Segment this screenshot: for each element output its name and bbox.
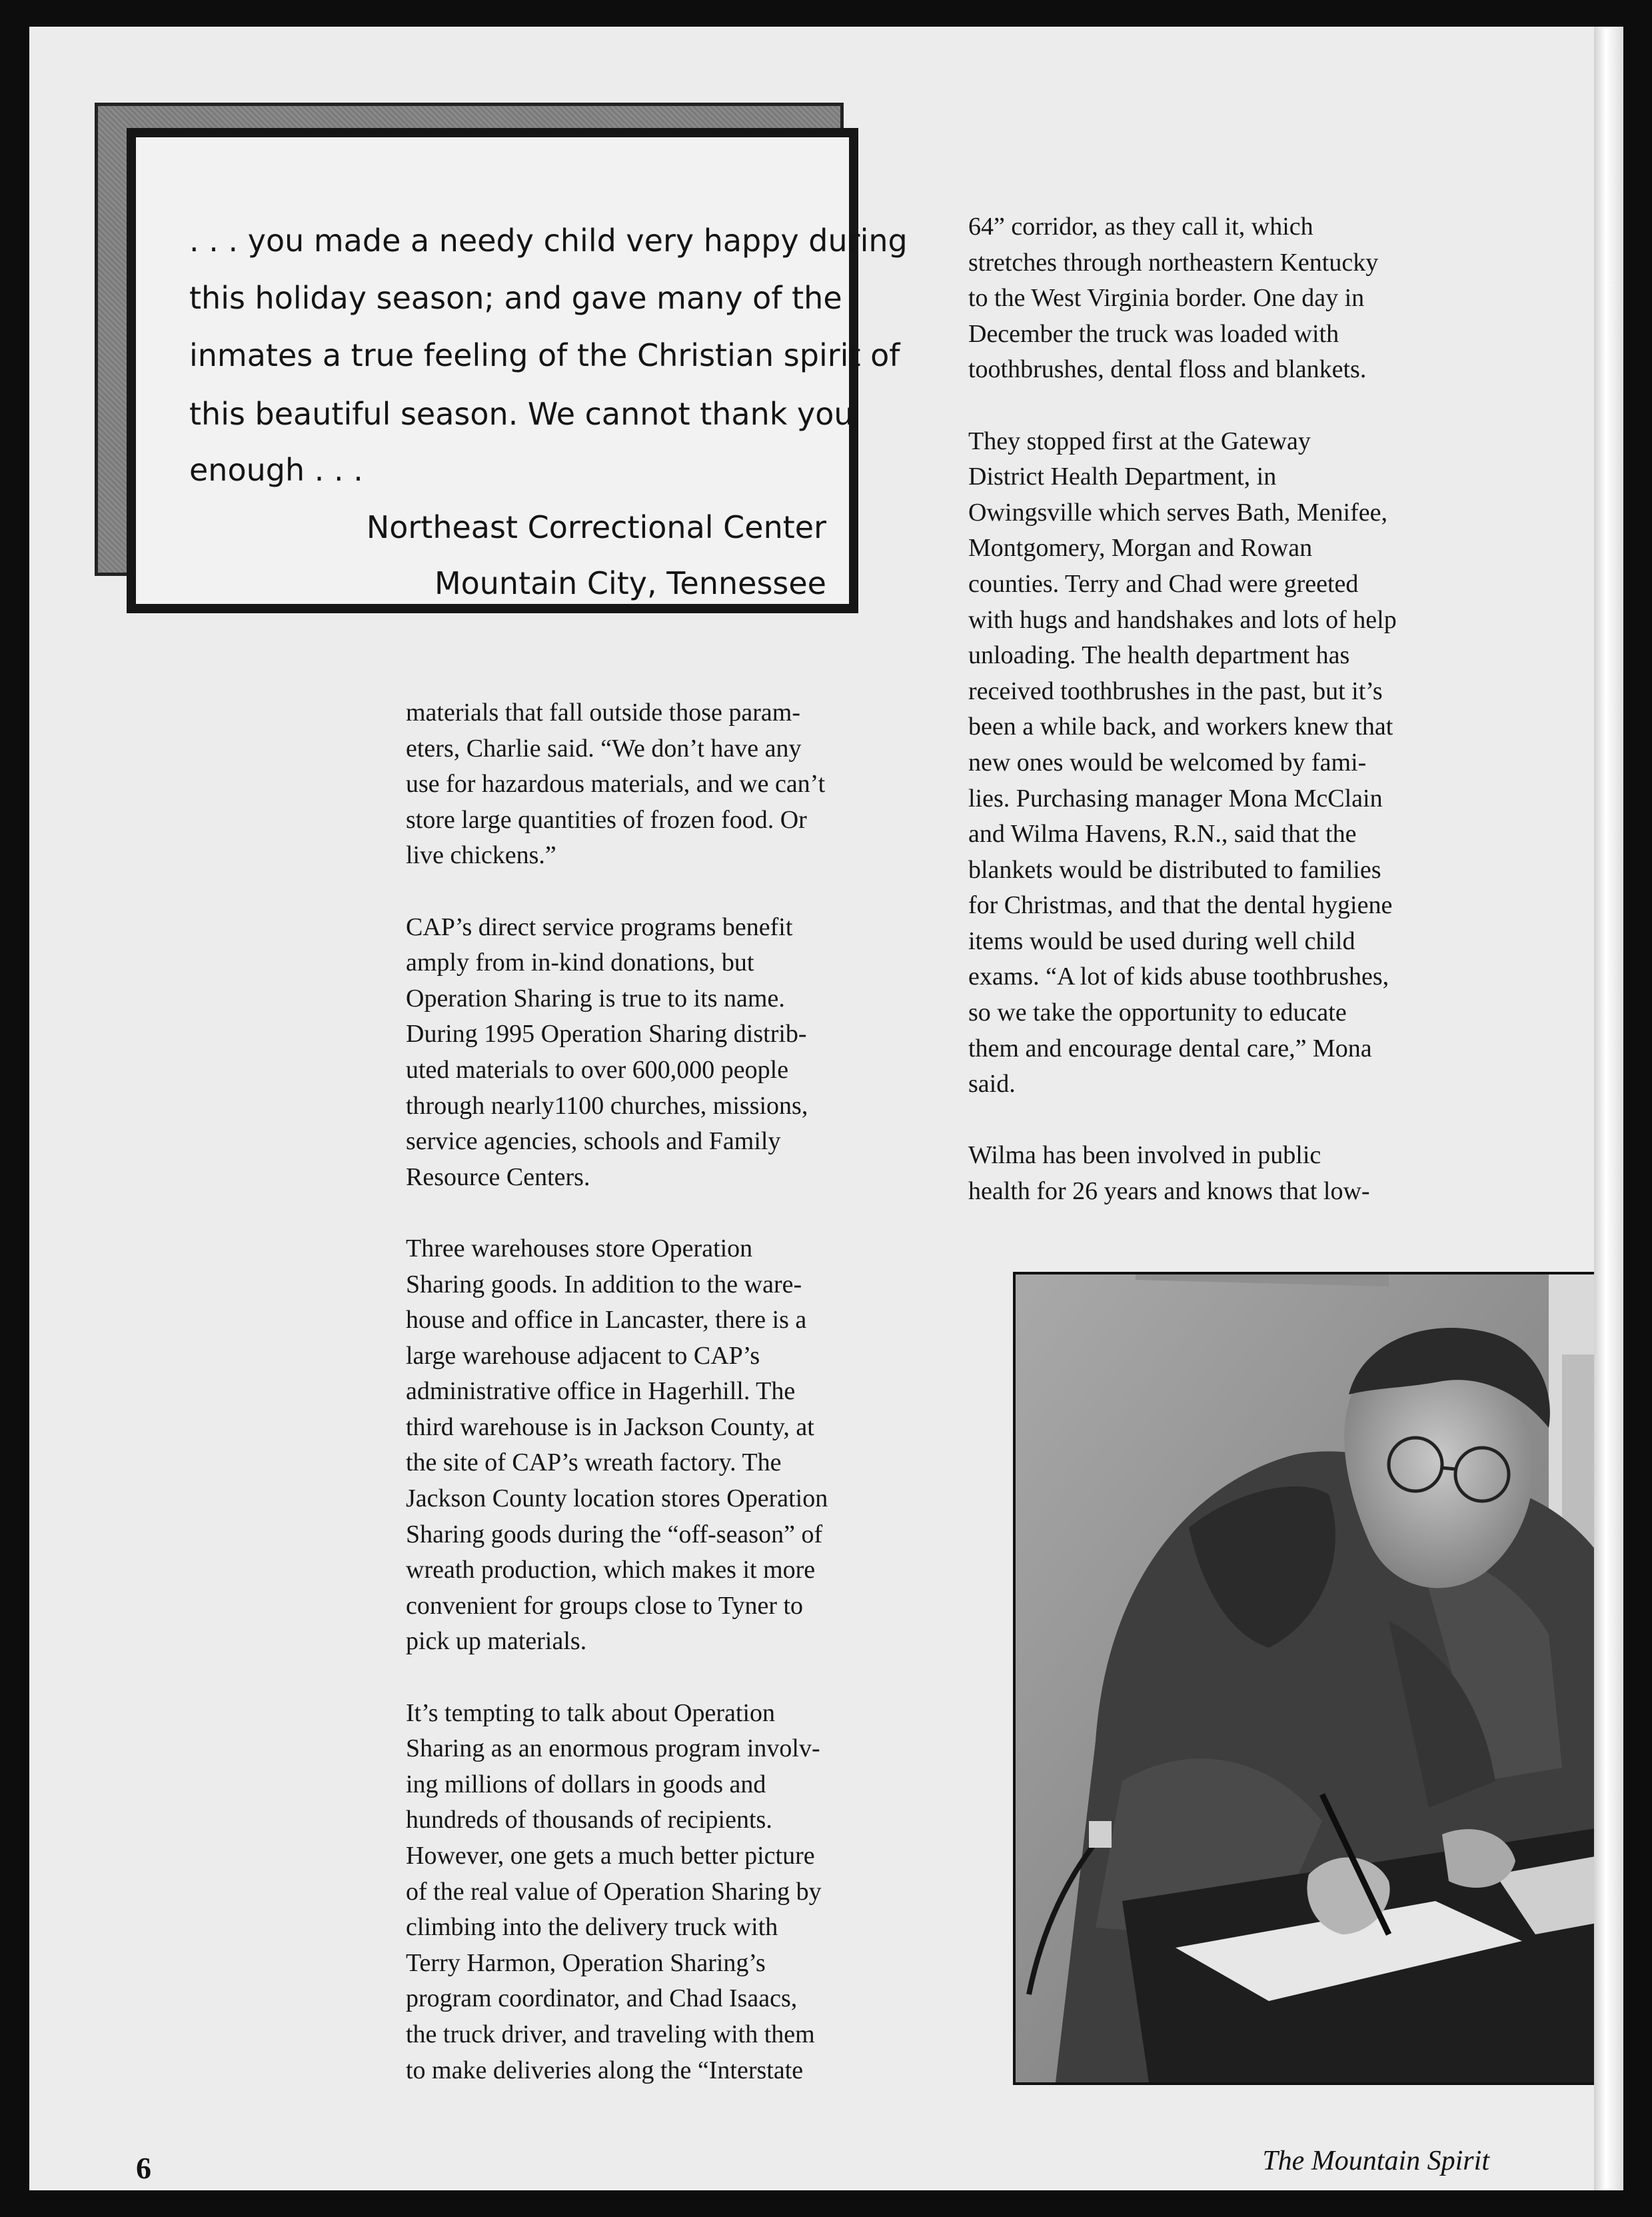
body-text-line: counties. Terry and Chad were greeted	[968, 569, 1359, 598]
body-text-line: They stopped first at the Gateway	[968, 427, 1311, 455]
body-text-line: Sharing goods during the “off-season” of	[406, 1520, 823, 1548]
body-text-line: 64” corridor, as they call it, which	[968, 213, 1313, 241]
body-text-line: them and encourage dental care,” Mona	[968, 1034, 1372, 1063]
body-text-line: Wilma has been involved in public	[968, 1141, 1321, 1170]
body-text-line: of the real value of Operation Sharing by	[406, 1877, 822, 1906]
body-text-line: store large quantities of frozen food. Or	[406, 805, 807, 834]
body-text-line: ing millions of dollars in goods and	[406, 1770, 766, 1798]
paragraph-gap	[406, 1195, 912, 1231]
body-text-line: house and office in Lancaster, there is a	[406, 1306, 807, 1334]
body-text-line: administrative office in Hagerhill. The	[406, 1377, 796, 1406]
body-text-line: CAP’s direct service programs benefit	[406, 913, 793, 941]
body-text-line: exams. “A lot of kids abuse toothbrushes,	[968, 963, 1389, 991]
body-text-line: hundreds of thousands of recipients.	[406, 1806, 772, 1834]
paragraph-gap	[968, 388, 1475, 424]
body-text-line: unloading. The health department has	[968, 641, 1350, 670]
pull-quote-box	[127, 128, 908, 613]
body-text-line: stretches through northeastern Kentucky	[968, 248, 1379, 277]
body-text-line: Jackson County location stores Operation	[406, 1484, 828, 1513]
body-text-line: lies. Purchasing manager Mona McClain	[968, 784, 1383, 813]
body-text-line: Operation Sharing is true to its name.	[406, 984, 785, 1013]
page-number: 6	[136, 2151, 151, 2185]
body-text-line: use for hazardous materials, and we can’t	[406, 770, 826, 799]
body-text-line: wreath production, which makes it more	[406, 1556, 816, 1584]
body-text-line: It’s tempting to talk about Operation	[406, 1698, 776, 1727]
body-text-line: received toothbrushes in the past, but it’s	[968, 677, 1383, 705]
body-text-line: District Health Department, in	[968, 463, 1277, 491]
body-text-line: Three warehouses store Operation	[406, 1234, 753, 1262]
body-text-line: said.	[968, 1070, 1016, 1099]
quote-line: enough . . .	[189, 452, 363, 488]
publication-title: The Mountain Spirit	[1262, 2146, 1489, 2176]
article-column-left	[406, 695, 912, 2088]
body-text-line: convenient for groups close to Tyner to	[406, 1591, 804, 1620]
quote-line: inmates a true feeling of the Christian spirit of	[189, 337, 900, 373]
body-text-line: Montgomery, Morgan and Rowan	[968, 534, 1313, 563]
body-text-line: been a while back, and workers knew that	[968, 713, 1393, 741]
body-text-line: the site of CAP’s wreath factory. The	[406, 1448, 782, 1477]
article-photo	[1013, 1272, 1623, 2085]
quote-attribution-org: Northeast Correctional Center	[366, 509, 826, 545]
quote-line: this holiday season; and gave many of the	[189, 280, 842, 316]
body-text-line: Terry Harmon, Operation Sharing’s	[406, 1948, 766, 1977]
photo-man-writing	[1016, 1274, 1623, 2082]
body-text-line: pick up materials.	[406, 1627, 587, 1656]
paragraph-gap	[968, 1103, 1475, 1138]
body-text-line: Resource Centers.	[406, 1162, 590, 1191]
body-text-line: new ones would be welcomed by fami-	[968, 748, 1367, 777]
body-text-line: Sharing goods. In addition to the ware-	[406, 1270, 802, 1298]
paragraph-gap	[406, 874, 912, 910]
article-column-right	[968, 209, 1475, 1210]
body-text-line: large warehouse adjacent to CAP’s	[406, 1341, 760, 1370]
body-text-line: for Christmas, and that the dental hygiene	[968, 891, 1393, 920]
body-text-line: program coordinator, and Chad Isaacs,	[406, 1984, 798, 2013]
body-text-line: During 1995 Operation Sharing distrib-	[406, 1020, 807, 1049]
quote-attribution-location: Mountain City, Tennessee	[434, 565, 826, 601]
body-text-line: so we take the opportunity to educate	[968, 999, 1347, 1027]
body-text-line: with hugs and handshakes and lots of help	[968, 605, 1397, 634]
magazine-page	[29, 27, 1623, 2190]
body-text-line: amply from in-kind donations, but	[406, 949, 754, 977]
body-text-line: and Wilma Havens, R.N., said that the	[968, 820, 1357, 849]
body-text-line: materials that fall outside those param-	[406, 699, 800, 727]
body-text-line: the truck driver, and traveling with them	[406, 2020, 815, 2048]
body-text-line: Sharing as an enormous program involv-	[406, 1734, 820, 1763]
body-text-line: uted materials to over 600,000 people	[406, 1055, 789, 1084]
body-text-line: climbing into the delivery truck with	[406, 1913, 778, 1942]
body-text-line: through nearly1100 churches, missions,	[406, 1091, 808, 1120]
body-text-line: to the West Virginia border. One day in	[968, 284, 1365, 313]
body-text-line: to make deliveries along the “Interstate	[406, 2056, 804, 2084]
body-text-line: eters, Charlie said. “We don’t have any	[406, 734, 802, 763]
body-text-line: health for 26 years and knows that low-	[968, 1177, 1370, 1206]
paragraph-gap	[406, 1660, 912, 1696]
body-text-line: items would be used during well child	[968, 927, 1355, 955]
body-text-line: live chickens.”	[406, 841, 556, 870]
body-text-line: December the truck was loaded with	[968, 319, 1339, 348]
body-text-line: toothbrushes, dental floss and blankets.	[968, 355, 1367, 384]
body-text-line: service agencies, schools and Family	[406, 1127, 781, 1156]
body-text-line: third warehouse is in Jackson County, at	[406, 1412, 814, 1441]
quote-line: this beautiful season. We cannot thank you	[189, 396, 854, 432]
page-edge	[1594, 27, 1623, 2190]
quote-line: . . . you made a needy child very happy during	[189, 223, 908, 259]
body-text-line: blankets would be distributed to families	[968, 855, 1381, 884]
body-text-line: However, one gets a much better picture	[406, 1842, 815, 1870]
body-text-line: Owingsville which serves Bath, Menifee,	[968, 498, 1387, 527]
